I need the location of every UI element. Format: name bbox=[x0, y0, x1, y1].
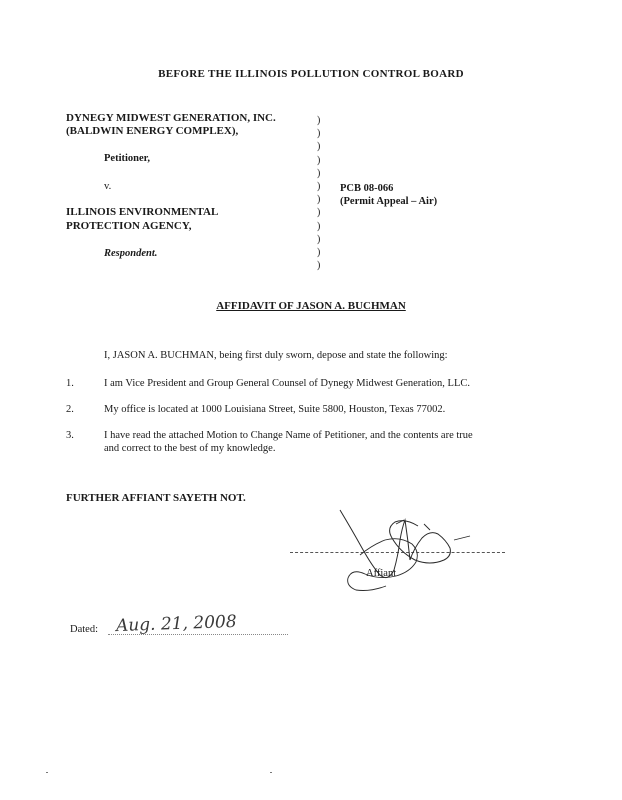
dated-line bbox=[108, 634, 288, 635]
affiant-label: Affiant bbox=[366, 568, 397, 579]
paragraph-3-number: 3. bbox=[66, 430, 74, 441]
caption-bracket: ) bbox=[317, 220, 321, 232]
caption-bracket: ) bbox=[317, 141, 321, 153]
respondent-name-line2: PROTECTION AGENCY, bbox=[66, 220, 192, 232]
affidavit-title: AFFIDAVIT OF JASON A. BUCHMAN bbox=[216, 300, 406, 312]
caption-bracket: ) bbox=[317, 207, 321, 219]
board-heading: BEFORE THE ILLINOIS POLLUTION CONTROL BOARD bbox=[158, 68, 464, 80]
case-number: PCB 08-066 bbox=[340, 183, 394, 194]
caption-bracket: ) bbox=[317, 180, 321, 192]
caption-bracket: ) bbox=[317, 233, 321, 245]
caption-bracket: ) bbox=[317, 154, 321, 166]
petitioner-name-line1: DYNEGY MIDWEST GENERATION, INC. bbox=[66, 112, 276, 124]
paragraph-3-line2: and correct to the best of my knowledge. bbox=[104, 443, 276, 454]
caption-bracket: ) bbox=[317, 115, 321, 126]
caption-bracket: ) bbox=[317, 260, 321, 272]
versus: v. bbox=[104, 181, 112, 192]
dated-value: Aug. 21, 2008 bbox=[115, 611, 237, 637]
dated-label: Dated: bbox=[70, 624, 98, 635]
petitioner-role: Petitioner, bbox=[104, 153, 150, 164]
respondent-role: Respondent. bbox=[104, 248, 158, 259]
caption-bracket: ) bbox=[317, 194, 321, 206]
respondent-name-line1: ILLINOIS ENVIRONMENTAL bbox=[66, 206, 219, 218]
caption-bracket: ) bbox=[317, 246, 321, 258]
caption-bracket: ) bbox=[317, 167, 321, 179]
paragraph-1-text: I am Vice President and Group General Counsel of Dynegy Midwest Generation, LLC. bbox=[104, 378, 471, 389]
caption-bracket-column bbox=[317, 114, 327, 272]
scan-speck bbox=[46, 772, 48, 773]
intro-statement: I, JASON A. BUCHMAN, being first duly sworn, depose and state the following: bbox=[104, 350, 448, 361]
paragraph-3-line1: I have read the attached Motion to Change Name of Petitioner, and the contents are true bbox=[104, 430, 473, 441]
paragraph-1-number: 1. bbox=[66, 378, 74, 389]
paragraph-2-text: My office is located at 1000 Louisiana Street, Suite 5800, Houston, Texas 77002. bbox=[104, 404, 446, 415]
case-type: (Permit Appeal – Air) bbox=[340, 196, 438, 207]
scan-speck bbox=[270, 772, 272, 773]
caption-bracket: ) bbox=[317, 128, 321, 140]
signature-line bbox=[290, 552, 505, 553]
closing-statement: FURTHER AFFIANT SAYETH NOT. bbox=[66, 492, 246, 504]
petitioner-name-line2: (BALDWIN ENERGY COMPLEX), bbox=[66, 125, 239, 137]
paragraph-2-number: 2. bbox=[66, 404, 74, 415]
